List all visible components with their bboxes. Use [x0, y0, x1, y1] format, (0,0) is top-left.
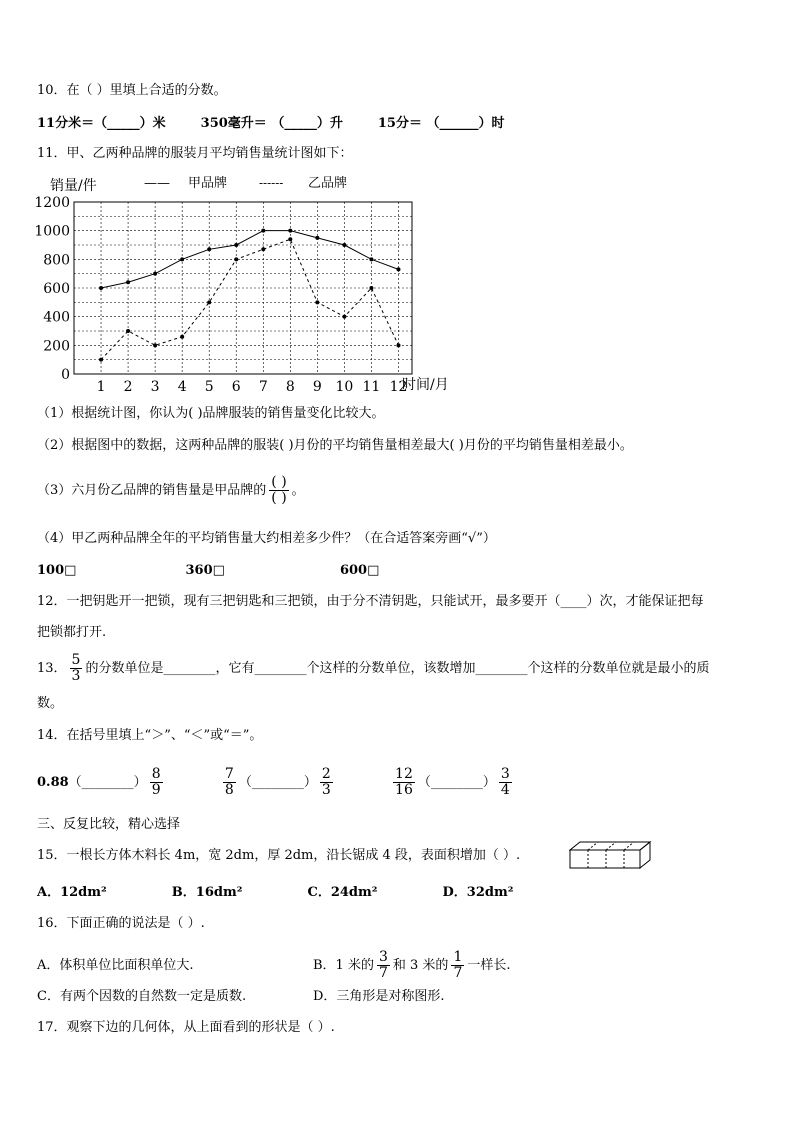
q11-sub3-end: 。 [291, 483, 305, 498]
fraction-denominator: 7 [453, 965, 463, 981]
q13-fraction [70, 653, 83, 684]
legend-label-yi: 乙品牌 [308, 176, 348, 191]
x-tick-label: 10 [335, 379, 354, 395]
data-point [126, 329, 130, 333]
q16-option-b[interactable] [313, 946, 511, 986]
legend-line-jia: —— [144, 176, 170, 191]
q16-b-fraction-1 [377, 950, 390, 981]
x-tick-label: 7 [258, 379, 268, 395]
y-axis-label: 销量/件 [50, 178, 97, 194]
q15-options [37, 884, 513, 902]
q11-options [37, 562, 379, 580]
fraction-denominator: 3 [71, 668, 81, 684]
q16-option-c[interactable]: C．有两个因数的自然数一定是质数. [37, 989, 247, 1004]
data-point [99, 358, 103, 362]
legend-line-yi: ------ [259, 176, 284, 190]
x-tick-label: 8 [285, 379, 295, 395]
q14-a-fraction [150, 767, 163, 798]
data-point [396, 343, 400, 347]
y-tick-label: 0 [61, 367, 70, 383]
q13-text: 的分数单位是________，它有________个这样的分数单位，该数增加________个这样的分数单位就是最小的质 [85, 661, 710, 676]
q14-b-fraction-left [223, 767, 236, 798]
q16-b-fraction-2 [451, 950, 464, 981]
x-tick-label: 9 [312, 379, 322, 395]
y-tick-label: 400 [43, 309, 70, 326]
q10-item-2: 350毫升＝ （_____）升 [200, 116, 343, 131]
q16-b-end: 一样长. [467, 958, 511, 973]
q15-option-a[interactable]: A．12dm² [37, 885, 107, 900]
series-line-jia [101, 231, 398, 288]
x-tick-label: 6 [231, 379, 241, 395]
data-point [99, 286, 103, 290]
data-point [180, 257, 184, 261]
data-point [153, 272, 157, 276]
q16-option-d[interactable]: D．三角形是对称图形. [313, 989, 445, 1004]
q15-option-c[interactable]: C．24dm² [307, 885, 378, 900]
x-tick-label: 11 [362, 379, 381, 395]
y-tick-labels [34, 195, 70, 383]
q14-b-fraction-right [320, 767, 333, 798]
data-point [288, 229, 292, 233]
data-point [261, 247, 265, 251]
q14-a-blank[interactable]: （________） [68, 775, 147, 790]
section-3-heading: 三、反复比较，精心选择 [37, 817, 181, 832]
data-point [342, 315, 346, 319]
q12-line2: 把锁都打开. [37, 625, 107, 640]
fraction-numerator: ( ) [271, 474, 287, 490]
q11-option-600[interactable]: 600□ [339, 563, 380, 578]
q10-title: 10．在（ ）里填上合适的分数。 [37, 83, 227, 98]
q11-sub4: （4）甲乙两种品牌全年的平均销售量大约相差多少件？（在合适答案旁画“√”） [37, 531, 496, 546]
data-point [207, 300, 211, 304]
q11-title: 11．甲、乙两种品牌的服装月平均销售量统计图如下： [37, 146, 353, 161]
q11-sub3-text: （3）六月份乙品牌的销售量是甲品牌的 [37, 483, 267, 498]
fraction-numerator: 1 [453, 949, 463, 965]
q12-line1: 12．一把钥匙开一把锁，现有三把钥匙和三把锁，由于分不清钥匙，只能试开，最多要开（____）次，才能保证把每 [37, 594, 704, 609]
fraction-numerator: 2 [321, 766, 331, 782]
q10-item-3: 15分＝ （______）时 [377, 116, 505, 131]
q14-c-blank[interactable]: （________） [417, 775, 496, 790]
q11-sub3-fraction [269, 475, 288, 506]
q15-option-b[interactable]: B．16dm² [171, 885, 243, 900]
q17-title: 17．观察下边的几何体，从上面看到的形状是（ ）. [37, 1020, 335, 1035]
fraction-numerator: 8 [151, 766, 161, 782]
data-point [396, 267, 400, 271]
fraction-numerator: 7 [224, 766, 234, 782]
q15-option-d[interactable]: D．32dm² [442, 885, 514, 900]
q14-row [37, 762, 515, 804]
q14-c-fraction-right [499, 767, 512, 798]
q16-b-prefix: B．1 米的 [313, 958, 374, 973]
y-tick-label: 600 [43, 281, 70, 297]
data-point [288, 237, 292, 241]
data-point [315, 300, 319, 304]
data-point [234, 243, 238, 247]
fraction-numerator: 3 [378, 949, 388, 965]
cuboid-wood-icon [568, 840, 652, 870]
x-tick-label: 4 [177, 379, 187, 395]
q10-item-1: 11分米＝（_____）米 [37, 116, 166, 131]
y-tick-label: 1000 [34, 223, 70, 240]
data-point [342, 243, 346, 247]
x-tick-label: 12 [389, 379, 408, 395]
fraction-numerator: 12 [395, 766, 413, 782]
y-tick-label: 800 [43, 252, 70, 269]
sales-line-chart [34, 168, 480, 396]
fraction-denominator: ( ) [271, 490, 287, 506]
q11-sub2: （2）根据图中的数据，这两种品牌的服装( )月份的平均销售量相差最大( )月份的平均销售量相差最小。 [37, 438, 633, 453]
q11-option-360[interactable]: 360□ [185, 563, 225, 578]
x-tick-label: 1 [96, 379, 106, 395]
q14-c-fraction-left [393, 767, 415, 798]
q13-line1 [37, 650, 709, 688]
chart-grid [74, 202, 412, 374]
q14-title: 14．在括号里填上“＞”、“＜”或“＝”。 [37, 728, 263, 743]
q14-b-blank[interactable]: （________） [238, 775, 317, 790]
y-tick-label: 200 [43, 338, 70, 355]
q11-sub1: （1）根据统计图，你认为( )品牌服装的销售量变化比较大。 [37, 406, 385, 421]
fraction-denominator: 9 [151, 782, 161, 798]
x-tick-label: 2 [123, 379, 133, 395]
data-point [315, 236, 319, 240]
q14-a-left: 0.88 [37, 775, 69, 790]
q10-items [37, 115, 505, 133]
q16-b-middle: 和 3 米的 [392, 958, 449, 973]
x-tick-label: 3 [150, 379, 160, 395]
q16-option-a[interactable]: A．体积单位比面积单位大. [37, 958, 194, 973]
x-axis-label: 时间/月 [402, 377, 449, 393]
data-point [369, 257, 373, 261]
x-tick-labels [97, 379, 408, 395]
q15-title: 15．一根长方体木料长 4m，宽 2dm，厚 2dm，沿长锯成 4 段，表面积增加（ ）. [37, 848, 521, 863]
series-yi [99, 237, 400, 361]
y-tick-label: 1200 [34, 195, 70, 211]
fraction-denominator: 3 [321, 782, 331, 798]
fraction-denominator: 8 [224, 782, 234, 798]
q16-title: 16．下面正确的说法是（ ）. [37, 916, 205, 931]
data-point [126, 280, 130, 284]
q11-option-100[interactable]: 100□ [37, 563, 77, 578]
x-tick-label: 5 [204, 379, 214, 395]
data-point [234, 257, 238, 261]
q16-row1 [37, 946, 194, 986]
series-line-yi [101, 239, 398, 359]
data-point [153, 343, 157, 347]
fraction-denominator: 16 [395, 782, 413, 798]
fraction-denominator: 7 [378, 965, 388, 981]
q13-line2: 数。 [37, 696, 64, 711]
fraction-numerator: 5 [71, 652, 81, 668]
data-point [261, 229, 265, 233]
data-point [207, 247, 211, 251]
fraction-denominator: 4 [500, 782, 510, 798]
data-point [180, 335, 184, 339]
fraction-numerator: 3 [500, 766, 510, 782]
legend-label-jia: 甲品牌 [188, 176, 228, 191]
q13-prefix: 13． [37, 661, 67, 676]
data-point [369, 286, 373, 290]
q11-sub3 [37, 472, 305, 510]
